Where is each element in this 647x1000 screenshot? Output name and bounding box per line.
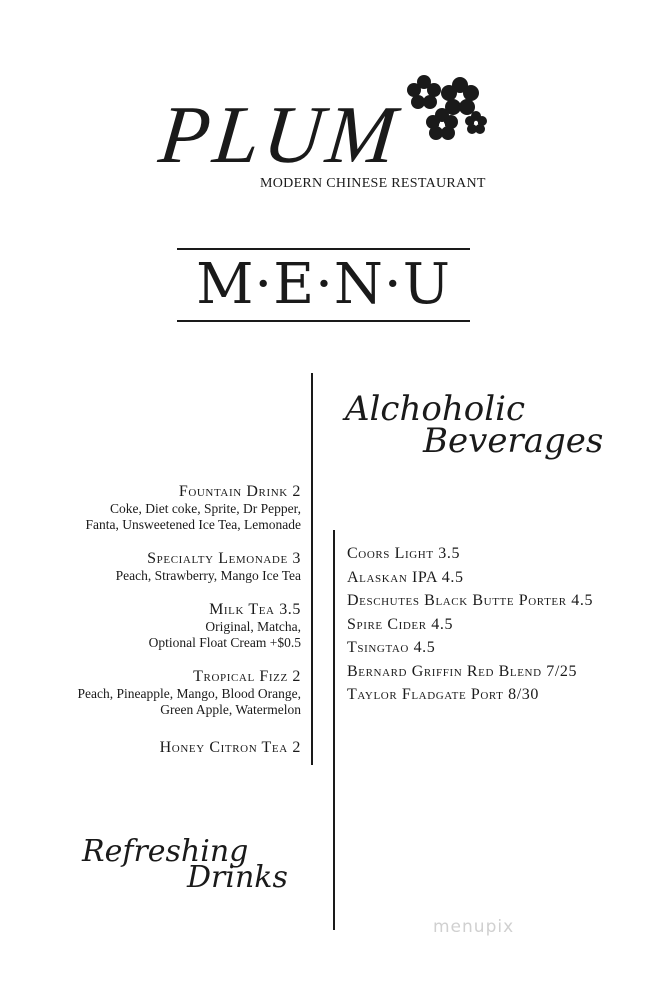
item-desc: Peach, Pineapple, Mango, Blood Orange,: [77, 686, 301, 701]
item-name: Honey Citron Tea 2: [159, 739, 301, 756]
list-item: Alaskan IPA 4.5: [347, 568, 464, 586]
item-name: Fountain Drink 2: [178, 483, 301, 500]
list-item: [1, 738, 301, 757]
item-name: Tropical Fizz 2: [193, 668, 301, 685]
list-item: Spire Cider 4.5: [347, 615, 454, 633]
list-item: [1, 667, 301, 718]
watermark: menupix: [433, 917, 515, 937]
alcoholic-beverages-list: [347, 542, 593, 707]
menu-title: M·E·N·U: [196, 252, 451, 317]
item-name: Specialty Lemonade 3: [147, 550, 301, 567]
left-column-divider: [311, 373, 313, 765]
item-desc: Coke, Diet coke, Sprite, Dr Pepper,: [109, 501, 301, 516]
item-desc: Original, Matcha,: [205, 619, 301, 634]
list-item: [1, 482, 301, 533]
right-column-divider: [333, 530, 335, 930]
list-item: Deschutes Black Butte Porter 4.5: [347, 592, 594, 609]
logo-wordmark: PLUM: [155, 89, 405, 180]
refreshing-heading-line2: Drinks: [187, 860, 288, 895]
alcoholic-heading-line2: Beverages: [423, 421, 604, 461]
menu-top-rule: [177, 248, 470, 250]
alcoholic-heading-line1: Alchoholic: [345, 389, 525, 429]
list-item: Tsingtao 4.5: [347, 639, 436, 656]
list-item: Taylor Fladgate Port 8/30: [347, 686, 539, 703]
refreshing-drinks-list: [1, 482, 301, 773]
alcoholic-heading: [345, 389, 604, 461]
item-desc: Fanta, Unsweetened Ice Tea, Lemonade: [85, 517, 301, 532]
plum-blossom-icon: [400, 75, 492, 145]
refreshing-heading: [82, 834, 288, 895]
refreshing-heading-line1: Refreshing: [82, 834, 249, 869]
item-desc: Optional Float Cream +$0.5: [148, 635, 301, 650]
item-desc: Green Apple, Watermelon: [160, 702, 301, 717]
list-item: [1, 549, 301, 584]
list-item: Bernard Griffin Red Blend 7/25: [347, 662, 578, 680]
menu-bottom-rule: [177, 320, 470, 322]
item-name: Milk Tea 3.5: [209, 601, 301, 618]
item-desc: Peach, Strawberry, Mango Ice Tea: [115, 568, 301, 583]
list-item: [1, 600, 301, 651]
list-item: Coors Light 3.5: [347, 545, 461, 562]
restaurant-subtitle: MODERN CHINESE RESTAURANT: [260, 176, 486, 191]
